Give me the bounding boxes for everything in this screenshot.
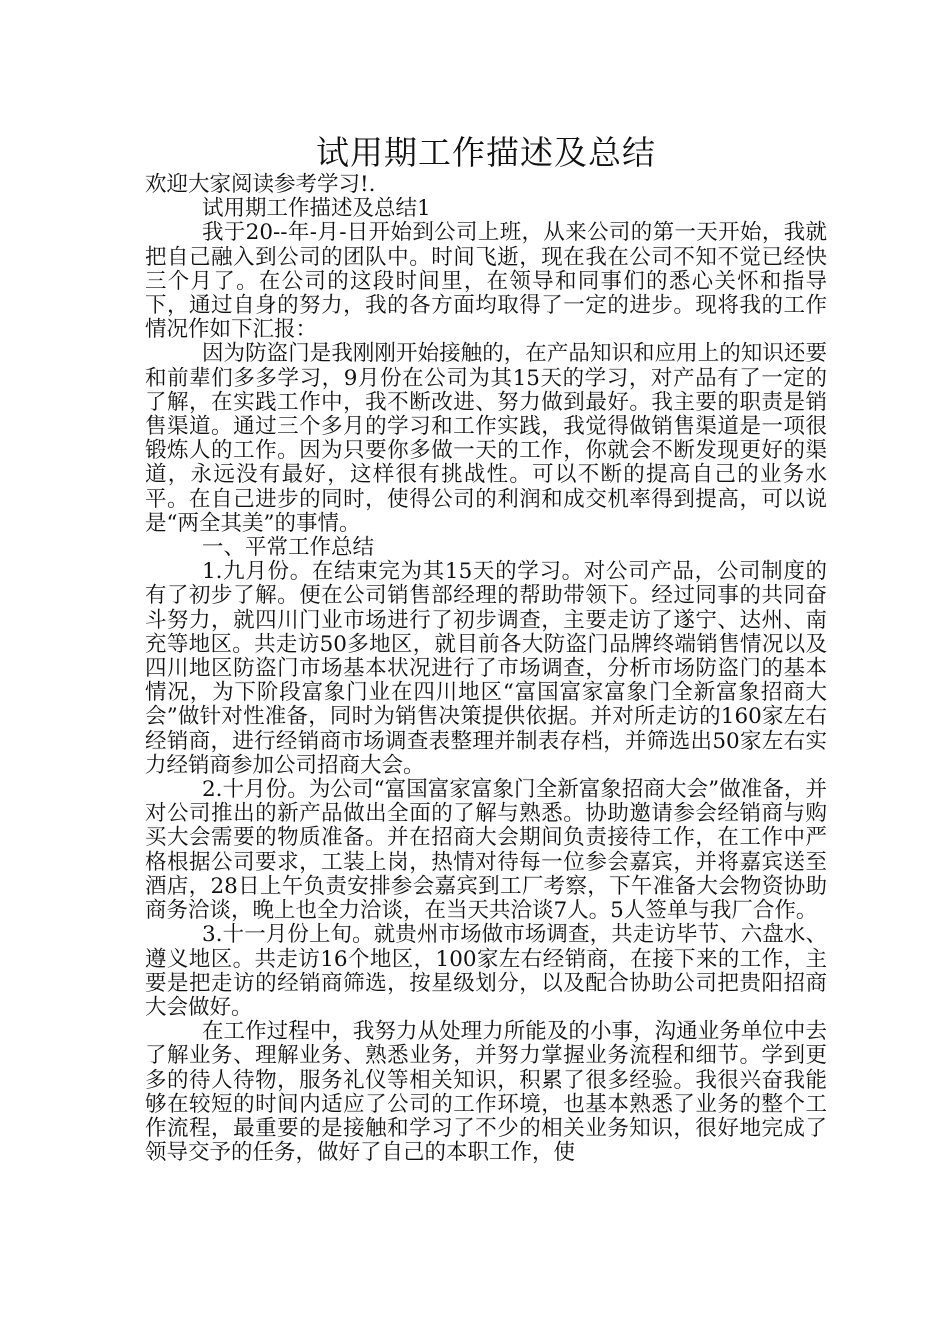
paragraph-closing: 在工作过程中，我努力从处理力所能及的小事，沟通业务单位中去了解业务、理解业务、熟悉业务，并努力掌握业务流程和细节。学到更多的待人待物，服务礼仪等相关知识，积累了很多经验。我很兴奋我能够在较短的时间内适应了公司的工作环境，也基本熟悉了业务的整个工作流程，最重要的是接触和学习了不少的相关业务知识，很好地完成了领导交予的任务，做好了自己的本职工作，使 bbox=[145, 1019, 827, 1166]
subtitle: 试用期工作描述及总结1 bbox=[202, 196, 431, 222]
item-september: 1.九月份。在结束完为其15天的学习。对公司产品，公司制度的有了初步了解。便在公司销售部经理的帮助带领下。经过同事的共同奋斗努力，就四川门业市场进行了初步调查，主要走访了遂宁、达州、南充等地区。共走访50多地区，就目前各大防盗门品牌终端销售情况以及四川地区防盗门市场基本状况进行了市场调查，分析市场防盗门的基本情况，为下阶段富象门业在四川地区“富国富家富象门全新富象招商大会”做针对性准备，同时为销售决策提供依据。并对所走访的160家左右经销商，进行经销商市场调查表整理并制表存档，并筛选出50家左右实力经销商参加公司招商大会。 bbox=[145, 559, 827, 778]
item-november: 3.十一月份上旬。就贵州市场做市场调查，共走访毕节、六盘水、遵义地区。共走访16个地区，100家左右经销商，在接下来的工作，主要是把走访的经销商筛选，按星级划分，以及配合协助公司把贵阳招商大会做好。 bbox=[145, 922, 827, 1020]
document-title: 试用期工作描述及总结 bbox=[316, 133, 656, 172]
intro-line: 欢迎大家阅读参考学习!. bbox=[145, 172, 376, 197]
item-october: 2.十月份。为公司“富国富家富象门全新富象招商大会”做准备，并对公司推出的新产品做出全面的了解与熟悉。协助邀请参会经销商与购买大会需要的物质准备。并在招商大会期间负责接待工作，在工作中严格根据公司要求，工装上岗，热情对待每一位参会嘉宾，并将嘉宾送至酒店，28日上午负责安排参会嘉宾到工厂考察，下午准备大会物资协助商务洽谈，晚上也全力洽谈，在当天共洽谈7人。5人签单与我厂合作。 bbox=[145, 777, 827, 924]
paragraph-background: 因为防盗门是我刚刚开始接触的，在产品知识和应用上的知识还要和前辈们多多学习，9月份在公司为其15天的学习，对产品有了一定的了解，在实践工作中，我不断改进、努力做到最好。我主要的职责是销售渠道。通过三个多月的学习和工作实践，我觉得做销售渠道是一项很锻炼人的工作。因为只要你多做一天的工作，你就会不断发现更好的渠道，永远没有最好，这样很有挑战性。可以不断的提高自己的业务水平。在自己进步的同时，使得公司的利润和成交机率得到提高，可以说是“两全其美”的事情。 bbox=[145, 341, 827, 536]
section-heading: 一、平常工作总结 bbox=[202, 535, 375, 561]
document-page bbox=[145, 0, 827, 1165]
paragraph-opening: 我于20--年-月-日开始到公司上班，从来公司的第一天开始，我就把自己融入到公司的团队中。时间飞逝，现在我在公司不知不觉已经快三个月了。在公司的这段时间里，在领导和同事们的悉心关怀和指导下，通过自身的努力，我的各方面均取得了一定的进步。现将我的工作情况作如下汇报： bbox=[145, 220, 827, 343]
